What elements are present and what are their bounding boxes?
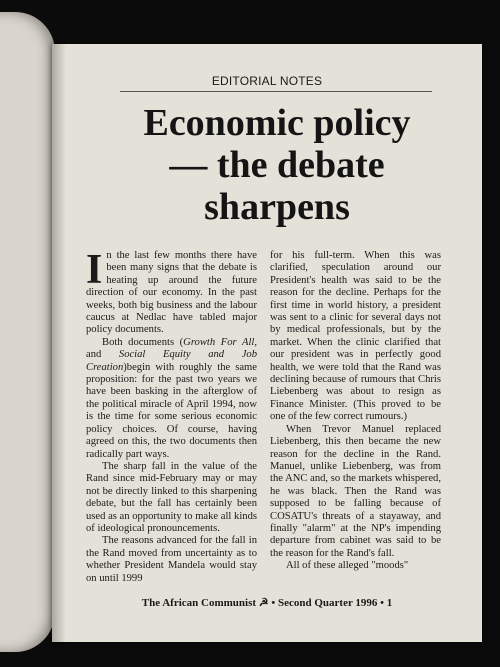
article-column-right — [270, 250, 441, 573]
paragraph — [86, 247, 257, 337]
document-title: Social Equity and Job Creation — [86, 349, 257, 373]
section-label: EDITORIAL NOTES — [211, 74, 323, 88]
paragraph-text: , and — [86, 336, 258, 361]
paragraph-text: n the last few months there have been many signs that the debate is heating up around the future direction of our economy. In the past weeks, both big business and the labour caucus at Nedlac have tabled major policy documents. — [86, 250, 257, 336]
headline-line-3: sharpens — [204, 186, 350, 228]
magazine-page — [52, 44, 482, 642]
paragraph-text: )begin with roughly the same proposition: for the past two years we have been basking in the afterglow of the political miracle of April 1994, now is the time for some serious economic policy choices. Of course, having agreed on this, the two documents then radically part ways. — [86, 361, 257, 460]
headline-line-2: — the debate — [169, 144, 385, 186]
paragraph: All of these alleged "moods" — [286, 560, 409, 572]
paragraph-text: Both documents ( — [102, 336, 184, 348]
facing-page-edge — [0, 12, 55, 652]
page-number: 1 — [386, 597, 393, 609]
headline-line-1: Economic policy — [143, 102, 411, 144]
paragraph: The sharp fall in the value of the Rand since mid-February may or may not be directly linked to this sharpening debate, but the fall has certainly been used as an opportunity to make all kinds of ideological pronouncements. — [86, 460, 257, 534]
page-gutter-shadow — [52, 44, 66, 642]
headline — [82, 102, 472, 228]
document-title: Growth For All — [183, 336, 255, 348]
footer-separator: • — [271, 597, 276, 609]
hammer-sickle-icon: ☭ — [258, 597, 269, 609]
article-column-left — [86, 247, 258, 585]
publication-name: The African Communist — [141, 597, 257, 609]
paragraph: for his full-term. When this was clarified, speculation around our President's health was said to be the reason for the decline. Perhaps for the first time in world history, a president was sent to a clinic for several days not by medical professionals, but by the market. When the clinic clarified that our president was in perfectly good health, we were told that the Rand was declining because of rumours that Chris Liebenberg was about to resign as Finance Minister. (This proved to be one of the few correct rumours.) — [270, 250, 441, 423]
page-footer — [52, 596, 482, 609]
paragraph: The reasons advanced for the fall in the Rand moved from uncertainty as to whether President Mandela would stay on until 1999 — [86, 535, 257, 584]
drop-cap: I — [86, 247, 103, 293]
paragraph — [86, 337, 257, 461]
paragraph: When Trevor Manuel replaced Liebenberg, this then became the new reason for the decline in the Rand. Manuel, unlike Liebenberg, was from the ANC and, so the markets whispered, he was black. Then the Rand was supposed to be falling because of COSATU's threats of a stayaway, and finally "alarm" at the NP's impending departure from cabinet was said to be the reason for the Rand's fall. — [270, 423, 441, 559]
header-rule — [120, 91, 432, 92]
footer-separator: • — [380, 597, 385, 609]
issue-date: Second Quarter 1996 — [278, 597, 378, 609]
